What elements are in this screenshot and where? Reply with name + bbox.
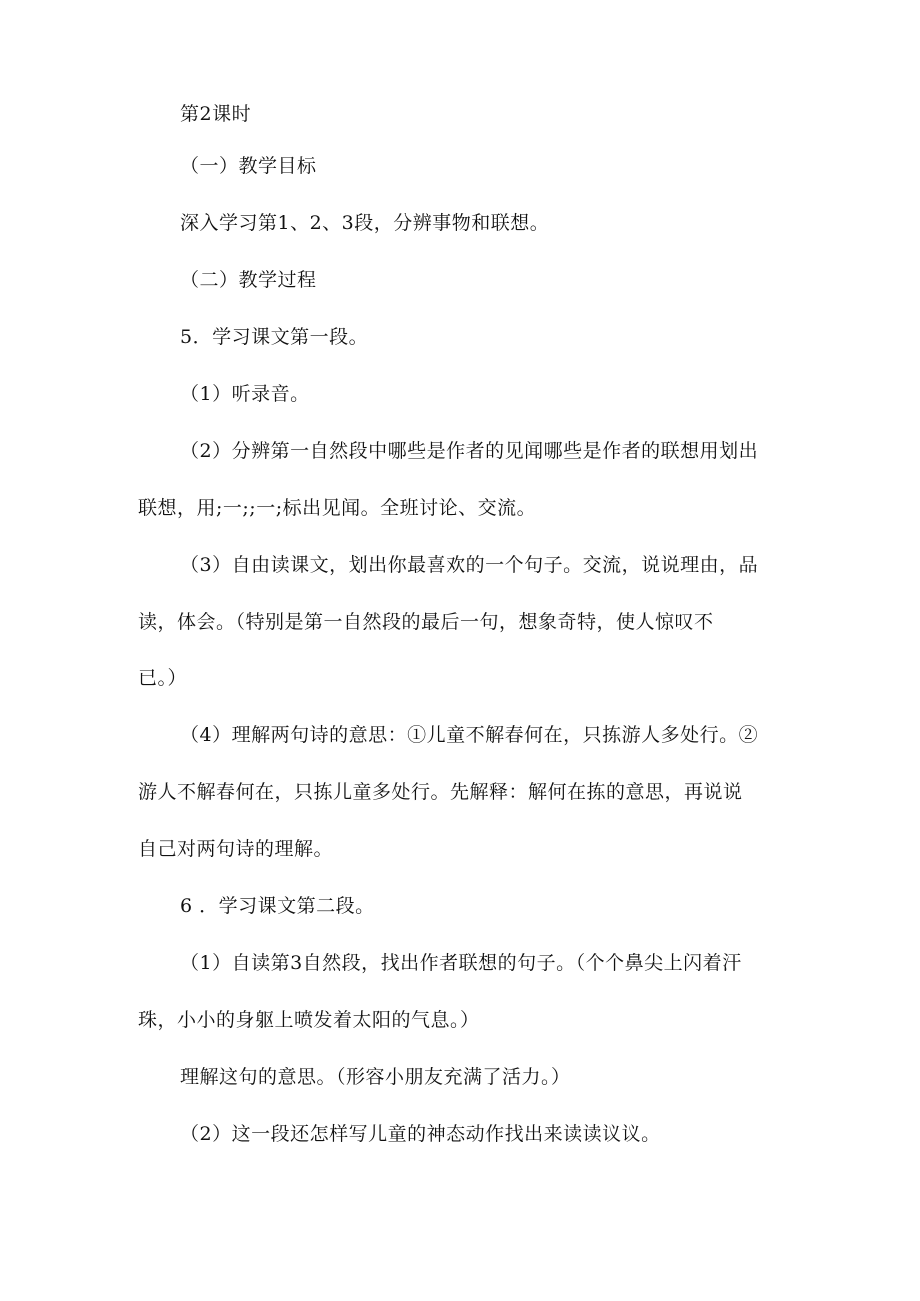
- step-6-item-1-line-2: 珠，小小的身躯上喷发着太阳的气息。）: [138, 1009, 480, 1031]
- step-5-item-4-line-3: 自己对两句诗的理解。: [138, 838, 334, 860]
- teaching-goal-text: 深入学习第1、2、3段，分辨事物和联想。: [180, 212, 550, 234]
- step-6-item-2: （2）这一段还怎样写儿童的神态动作找出来读读议议。: [180, 1123, 661, 1145]
- step-6-heading: 6 ．学习课文第二段。: [180, 895, 375, 917]
- step-5-item-3-line-1: （3）自由读课文，划出你最喜欢的一个句子。交流，说说理由，品: [180, 554, 759, 576]
- step-6-item-1-line-1: （1）自读第3自然段，找出作者联想的句子。（个个鼻尖上闪着汗: [180, 952, 742, 974]
- lesson-period-heading: 第2课时: [180, 103, 252, 125]
- step-5-item-3-line-3: 已。）: [138, 667, 188, 689]
- step-5-item-1: （1）听录音。: [180, 383, 310, 405]
- teaching-process-heading: （二）教学过程: [180, 269, 317, 291]
- step-5-item-2-line-2: 联想，用;一;;一;标出见闻。全班讨论、交流。: [138, 497, 537, 519]
- step-5-item-2-line-1: （2）分辨第一自然段中哪些是作者的见闻哪些是作者的联想用划出: [180, 440, 759, 462]
- teaching-goal-heading: （一）教学目标: [180, 155, 317, 177]
- step-6-explanation: 理解这句的意思。（形容小朋友充满了活力。）: [180, 1066, 571, 1088]
- step-5-item-4-line-1: （4）理解两句诗的意思：①儿童不解春何在，只拣游人多处行。②: [180, 724, 759, 746]
- step-5-item-4-line-2: 游人不解春何在，只拣儿童多处行。先解释：解何在拣的意思，再说说: [138, 781, 743, 803]
- step-5-heading: 5．学习课文第一段。: [180, 326, 369, 348]
- step-5-item-3-line-2: 读，体会。（特别是第一自然段的最后一句，想象奇特，使人惊叹不: [138, 611, 714, 633]
